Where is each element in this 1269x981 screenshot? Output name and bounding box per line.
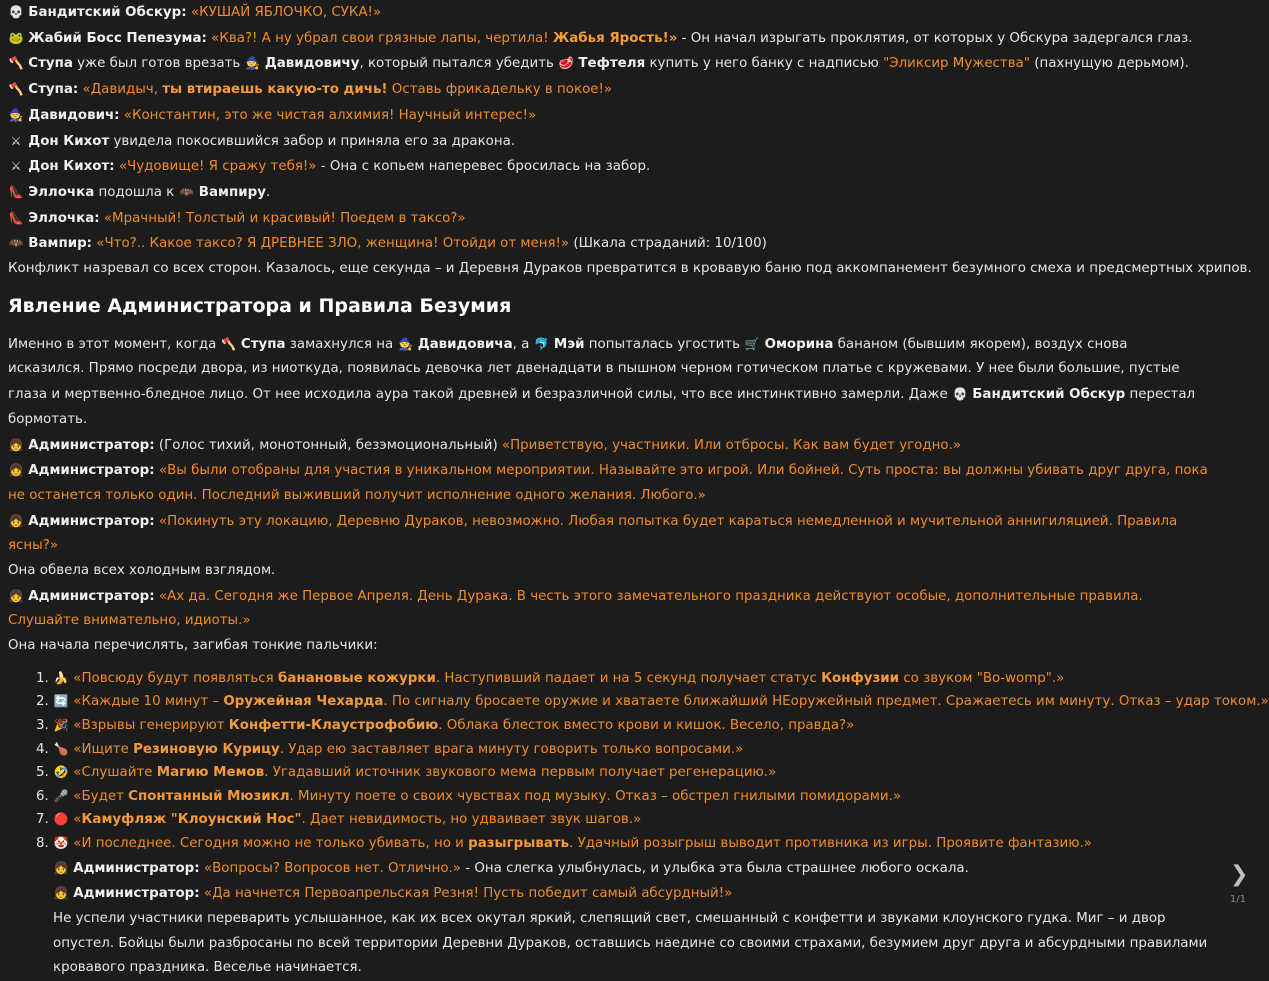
narration-paragraph: Она обвела всех холодным взглядом. (8, 563, 276, 579)
girl-icon: 👧 (53, 886, 69, 901)
quote-emphasis: ты втираешь какую-то дичь! (162, 82, 388, 98)
speech-quote (211, 31, 677, 46)
speaker-name: Администратор: (73, 886, 200, 902)
quote-text: «Ква?! А ну убрал свои грязные лапы, чертила! (211, 30, 553, 46)
repeat-icon: 🔄 (53, 694, 69, 709)
chicken-leg-icon: 🍗 (53, 741, 69, 756)
party-popper-icon: 🎉 (53, 718, 69, 733)
closing-block (53, 856, 1208, 981)
rule-part: . По сигналу бросаете оружие и хватаете ближайший НЕоружейный предмет. Сражаетесь им минуту. Отказ – удар током.» (383, 694, 1269, 710)
narration-text: уже был готов врезать (72, 56, 245, 72)
narration-text: замахнулся на (285, 336, 398, 352)
speaker-name: Жабий Босс Пепезума: (28, 30, 207, 46)
rule-part: . Удар ею заставляет врага минуту говорить только вопросами.» (279, 741, 744, 757)
speaker-name: Администратор: (28, 437, 155, 453)
rules-list (8, 667, 1269, 856)
quote-emphasis: Жабья Ярость!» (552, 30, 678, 46)
rule-part: «Ищите (73, 741, 134, 757)
high-heel-icon: 👠 (8, 210, 24, 225)
narration-text: (Голос тихий, монотонный, безэмоциональный) (154, 437, 502, 453)
speaker-name: Администратор: (73, 860, 200, 876)
character-name: Бандитский Обскур (972, 387, 1126, 403)
character-name: Ступа (240, 336, 286, 352)
rule-part: . Облака блесток вместо крови и кишок. Весело, правда?» (438, 718, 855, 734)
rule-part: «И последнее. Сегодня можно не только убивать, но и (73, 836, 469, 852)
speech-quote: «Чудовище! Я сражу тебя!» (118, 159, 317, 175)
dolphin-icon: 🐬 (534, 336, 550, 351)
rule-text (73, 742, 743, 757)
speech-quote: "Эликсир Мужества" (883, 56, 1030, 72)
rule-part: . Дает невидимость, но удваивает звук шагов.» (301, 812, 642, 828)
narration-text: подошла к (94, 184, 179, 200)
dialogue-line (8, 129, 1208, 155)
rule-part: . Наступивший падает и на 5 секунд получает статус (435, 670, 822, 686)
list-item (53, 761, 1208, 785)
skull-icon: 💀 (952, 387, 968, 402)
rule-text (73, 836, 1092, 851)
character-name: Тефтеля (578, 56, 646, 72)
admin-line (8, 509, 1208, 559)
narration-text: Именно в этот момент, когда (8, 336, 221, 352)
character-name: Оморина (764, 336, 834, 352)
clown-face-icon: 🤡 (53, 836, 69, 851)
dialogue-line (8, 231, 1208, 257)
wizard-icon: 🧙 (8, 107, 24, 122)
narration-paragraph: Конфликт назревал со всех сторон. Казалось, еще секунда – и Деревня Дураков превратится в кровавую баню под аккомпанемент безумного смеха и предсмертных хрипов. (8, 261, 1252, 277)
high-heel-icon: 👠 (8, 184, 24, 199)
dialogue-line (8, 26, 1208, 52)
crossed-swords-icon: ⚔ (10, 133, 22, 148)
admin-line (53, 881, 1208, 907)
axe-icon: 🪓 (8, 56, 24, 71)
page-indicator: 1/1 (1229, 894, 1246, 905)
rule-part: со звуком "Во-womp".» (899, 670, 1065, 686)
dialogue-line (8, 206, 1208, 232)
rule-part: . Удачный розыгрыш выводит противника из игры. Проявите фантазию.» (569, 836, 1092, 852)
narration-text: , а (512, 336, 534, 352)
speech-quote: «Что?.. Какое таксо? Я ДРЕВНЕЕ ЗЛО, женщина! Отойди от меня!» (96, 236, 570, 252)
speaker-name: Дон Кихот (28, 133, 110, 149)
rule-part: «Взрывы генерируют (73, 718, 229, 734)
meat-icon: 🥩 (558, 56, 574, 71)
rule-emphasis: Оружейная Чехарда (223, 694, 384, 710)
crossed-swords-icon: ⚔ (10, 159, 22, 174)
bat-icon: 🦇 (179, 184, 194, 199)
rule-text (73, 718, 854, 733)
list-item (53, 738, 1208, 762)
speech-quote: «Приветствую, участники. Или отбросы. Как вам будет угодно.» (501, 437, 962, 453)
admin-line (53, 856, 1208, 882)
narration-text: купить у него банку с надписью (645, 56, 884, 72)
speaker-name: Администратор: (28, 588, 155, 604)
rule-emphasis: Конфетти-Клаустрофобию (228, 718, 439, 734)
narration-text: (Шкала страданий: 10/100) (569, 236, 767, 252)
speech-quote: «Мрачный! Толстый и красивый! Поедем в таксо?» (103, 210, 466, 226)
speech-quote: «Константин, это же чистая алхимия! Научный интерес!» (123, 107, 537, 123)
rule-emphasis: Конфузии (821, 670, 900, 686)
speaker-name: Администратор: (28, 513, 155, 529)
rule-emphasis: Резиновую Курицу (133, 741, 280, 757)
list-item (53, 832, 1208, 856)
rule-emphasis: Камуфляж "Клоунский Нос" (81, 812, 302, 828)
rule-emphasis: Спонтанный Мюзикл (128, 788, 290, 804)
chevron-right-icon[interactable]: ❯ (1230, 862, 1249, 887)
wizard-icon: 🧙 (397, 336, 413, 351)
speaker-name: Давидович: (28, 107, 120, 123)
list-item (53, 808, 1208, 832)
narration-text: . (265, 184, 271, 200)
list-item (53, 785, 1208, 809)
rule-text (73, 812, 641, 827)
list-item (53, 667, 1208, 691)
microphone-icon: 🎤 (53, 788, 69, 803)
quote-text: Оставь фрикадельку в покое!» (387, 82, 613, 98)
girl-icon: 👧 (53, 860, 69, 875)
girl-icon: 👧 (8, 513, 24, 528)
axe-icon: 🪓 (8, 82, 24, 97)
dialogue-line (8, 77, 1208, 103)
frog-icon: 🐸 (8, 30, 24, 45)
narration-paragraph: Она начала перечислять, загибая тонкие пальчики: (8, 638, 378, 654)
admin-line (8, 458, 1208, 508)
narration-text: - Она с копьем наперевес бросилась на забор. (316, 159, 651, 175)
intro-paragraph (8, 332, 1208, 433)
laughing-face-icon: 🤣 (53, 765, 69, 780)
girl-icon: 👧 (8, 437, 24, 452)
speaker-name: Ступа (28, 56, 73, 72)
narration-text: попыталась угостить (584, 336, 745, 352)
narration-text: - Он начал изрыгать проклятия, от которых у Обскура задергался глаз. (677, 30, 1193, 46)
narration-text: - Она слегка улыбнулась, и улыбка эта была страшнее любого оскала. (460, 860, 969, 876)
skull-icon: 💀 (8, 5, 24, 19)
girl-icon: 👧 (8, 463, 24, 478)
speaker-name: Бандитский Обскур: (28, 5, 187, 20)
character-name: Давидовичу (264, 56, 360, 72)
rule-text (73, 765, 776, 780)
axe-icon: 🪓 (221, 336, 237, 351)
list-item (53, 714, 1208, 738)
quote-text: «Давидыч, (82, 82, 163, 98)
narration-text: перестал бормотать. (8, 387, 1196, 427)
character-name: Мэй (553, 336, 585, 352)
rule-text (73, 671, 1064, 686)
rule-part: « (73, 812, 82, 828)
dialogue-line (8, 51, 1208, 77)
red-circle-icon: 🔴 (53, 812, 69, 827)
narration-text: , который пытался убедить (359, 56, 559, 72)
speaker-name: Эллочка: (28, 210, 100, 226)
rule-part: . Минуту поете о своих чувствах под музыку. Отказ – обстрел гнилыми помидорами.» (289, 788, 902, 804)
speech-quote: «Вопросы? Вопросов нет. Отлично.» (199, 860, 461, 876)
character-name: Давидовича (417, 336, 513, 352)
speech-quote: «Покинуть эту локацию, Деревню Дураков, невозможно. Любая попытка будет караться немедленной и мучительной аннигиляцией. Правила ясны?» (8, 513, 1178, 554)
section-heading: Явление Администратора и Правила Безумия (8, 294, 512, 317)
closing-paragraph: Не успели участники переварить услышанное, как их всех окутал яркий, слепящий свет, смешанный с конфетти и звуками клоунского гудка. Миг – и двор опустел. Бойцы были разбросаны по всей территории Деревни Дураков, оставшись наедине со своими страхами, безумием друг друга и абсурдными правилами кровавого праздника. Веселье начинается. (53, 911, 1208, 976)
shopping-cart-icon: 🛒 (744, 336, 760, 351)
dialogue-line (8, 154, 1208, 180)
speech-quote: «Ах да. Сегодня же Первое Апреля. День Дурака. В честь этого замечательного праздника действуют особые, дополнительные правила. Слушайте внимательно, идиоты.» (8, 588, 1143, 629)
speech-quote: «КУШАЙ ЯБЛОЧКО, СУКА!» (190, 5, 382, 20)
character-name: Вампиру (198, 184, 266, 200)
rule-emphasis: разыгрывать (468, 836, 570, 852)
bat-icon: 🦇 (8, 236, 24, 251)
wizard-icon: 🧙 (245, 56, 261, 71)
narration-text: бананом (бывшим якорем), воздух снова исказился. Прямо посреди двора, из ниоткуда, появилась девочка лет двенадцати в пышном черном готическом платье с кружевами. У нее были большие, пустые глаза и мертвенно-бледное лицо. От нее исходила аура такой древней и безразличной силы, что все инстинктивно замерли. Даже (8, 336, 1180, 403)
speaker-name: Администратор: (28, 463, 155, 479)
girl-icon: 👧 (8, 588, 24, 603)
narration-text: (пахнущую дерьмом). (1029, 56, 1189, 72)
rule-part: . Угадавший источник звукового мема первым получает регенерацию.» (264, 765, 777, 781)
speaker-name: Эллочка (28, 184, 95, 200)
rule-part: «Каждые 10 минут – (73, 694, 224, 710)
speaker-name: Вампир: (28, 236, 93, 252)
banana-icon: 🍌 (53, 670, 69, 685)
rule-part: «Слушайте (73, 765, 157, 781)
rule-part: «Будет (73, 788, 129, 804)
dialogue-line (8, 0, 1208, 26)
speech-quote: «Да начнется Первоапрельская Резня! Пусть победит самый абсурдный!» (199, 886, 733, 902)
rule-text (73, 694, 1269, 709)
rule-emphasis: банановые кожурки (277, 670, 436, 686)
rule-emphasis: Магию Мемов (156, 765, 265, 781)
narration-text: увидела покосившийся забор и приняла его за дракона. (109, 133, 516, 149)
speaker-name: Дон Кихот: (28, 159, 115, 175)
speaker-name: Ступа: (28, 82, 79, 98)
speech-quote (83, 82, 613, 97)
admin-line (8, 433, 1208, 459)
list-item (53, 690, 1269, 714)
rule-part: «Повсюду будут появляться (73, 670, 278, 686)
rule-text (73, 789, 901, 804)
dialogue-line (8, 103, 1208, 129)
speech-quote: «Вы были отобраны для участия в уникальном мероприятии. Называйте это игрой. Или бойней. Суть проста: вы должны убивать друг друга, пока не останется только один. Последний выживший получит исполнение одного желания. Любого.» (8, 463, 1208, 503)
admin-line (8, 584, 1208, 634)
dialogue-line (8, 180, 1208, 206)
